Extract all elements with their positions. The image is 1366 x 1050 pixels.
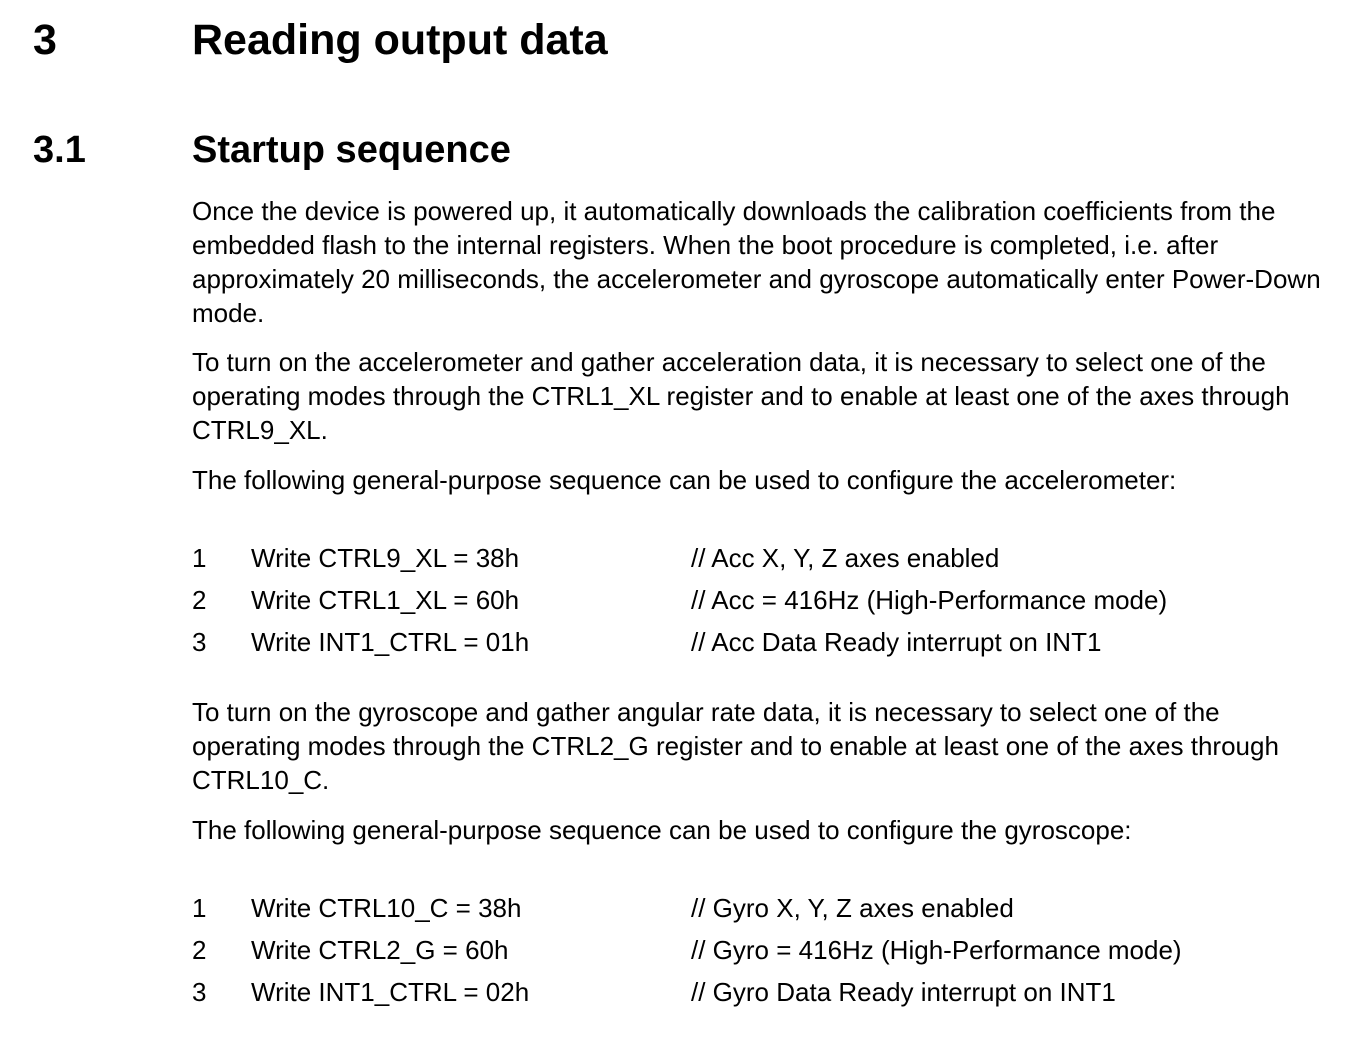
paragraph-accelerometer-sequence-intro: The following general-purpose sequence can be used to configure the accelerometer: bbox=[192, 465, 1177, 495]
sequence-step bbox=[192, 935, 1292, 977]
step-comment: // Acc = 416Hz (High-Performance mode) bbox=[691, 585, 1168, 615]
subsection-number: 3.1 bbox=[33, 129, 86, 171]
sequence-step bbox=[192, 543, 1292, 585]
step-comment: // Acc Data Ready interrupt on INT1 bbox=[691, 627, 1102, 657]
subsection-title: Startup sequence bbox=[192, 129, 511, 171]
step-number: 1 bbox=[192, 543, 207, 573]
step-command: Write CTRL2_G = 60h bbox=[251, 935, 509, 965]
step-number: 3 bbox=[192, 627, 207, 657]
sequence-step bbox=[192, 627, 1292, 669]
paragraph-accelerometer-enable: To turn on the accelerometer and gather acceleration data, it is necessary to select one of the operating modes through the CTRL1_XL register and to enable at least one of the axes through CTRL9_XL. bbox=[192, 347, 1290, 445]
step-command: Write CTRL1_XL = 60h bbox=[251, 585, 520, 615]
step-comment: // Acc X, Y, Z axes enabled bbox=[691, 543, 1000, 573]
step-comment: // Gyro = 416Hz (High-Performance mode) bbox=[691, 935, 1182, 965]
step-command: Write INT1_CTRL = 02h bbox=[251, 977, 530, 1007]
sequence-step bbox=[192, 977, 1292, 1019]
step-number: 3 bbox=[192, 977, 207, 1007]
paragraph-gyroscope-sequence-intro: The following general-purpose sequence can be used to configure the gyroscope: bbox=[192, 815, 1132, 845]
step-number: 1 bbox=[192, 893, 207, 923]
step-command: Write CTRL10_C = 38h bbox=[251, 893, 522, 923]
step-comment: // Gyro X, Y, Z axes enabled bbox=[691, 893, 1014, 923]
step-number: 2 bbox=[192, 935, 207, 965]
paragraph-boot-procedure: Once the device is powered up, it automatically downloads the calibration coefficients from the embedded flash to the internal registers. When the boot procedure is completed, i.e. after approximately 20 milliseconds, the accelerometer and gyroscope automatically enter Power-Down mode. bbox=[192, 196, 1321, 328]
step-comment: // Gyro Data Ready interrupt on INT1 bbox=[691, 977, 1116, 1007]
sequence-step bbox=[192, 585, 1292, 627]
section-heading bbox=[0, 14, 1366, 66]
section-number: 3 bbox=[33, 16, 57, 64]
gyroscope-sequence-list bbox=[192, 893, 1292, 1019]
step-command: Write INT1_CTRL = 01h bbox=[251, 627, 530, 657]
step-number: 2 bbox=[192, 585, 207, 615]
section-title: Reading output data bbox=[192, 16, 608, 64]
step-command: Write CTRL9_XL = 38h bbox=[251, 543, 520, 573]
accelerometer-sequence-list bbox=[192, 543, 1292, 669]
paragraph-gyroscope-enable: To turn on the gyroscope and gather angular rate data, it is necessary to select one of the operating modes through the CTRL2_G register and to enable at least one of the axes through CTRL10_C. bbox=[192, 697, 1279, 795]
subsection-heading bbox=[0, 127, 1366, 173]
sequence-step bbox=[192, 893, 1292, 935]
